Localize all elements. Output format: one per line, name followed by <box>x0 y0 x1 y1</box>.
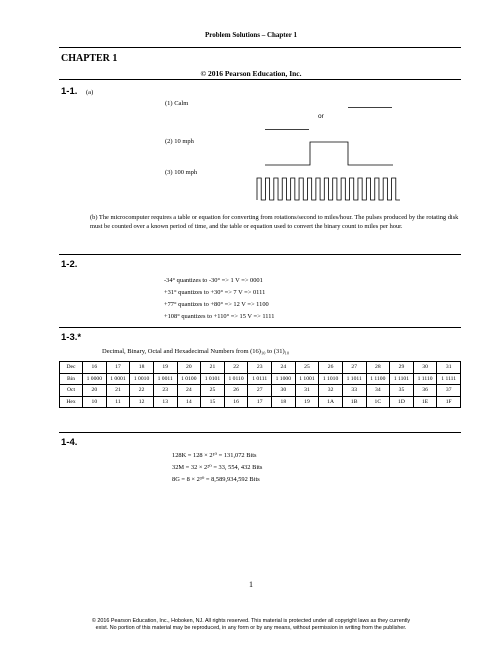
table-cell: 1B <box>342 396 366 408</box>
or-label: or <box>318 113 324 120</box>
table-cell: 30 <box>272 385 296 397</box>
table-cell: 11 <box>106 396 130 408</box>
table-cell: 18 <box>272 396 296 408</box>
table-cell: 1 0111 <box>248 373 272 385</box>
table-cell: 1C <box>366 396 390 408</box>
table-cell: 1D <box>390 396 414 408</box>
quantize-line: -34° quantizes to -30° => 1 V => 0001 <box>164 277 263 284</box>
legal-line-2: exist. No portion of this material may be reproduced, in any form or by any means, without permission in writing from the publisher. <box>95 625 407 631</box>
table-cell: 22 <box>224 362 248 374</box>
table-row <box>60 396 461 408</box>
table-cell: 1 1001 <box>295 373 319 385</box>
rule-1-4 <box>59 432 461 433</box>
legal-notice <box>0 618 502 632</box>
rule-1-2 <box>59 254 461 255</box>
table-cell: 17 <box>248 396 272 408</box>
table-cell: 20 <box>83 385 107 397</box>
problem-1-4-number: 1-4. <box>61 437 78 448</box>
rule-1-3 <box>59 327 461 328</box>
table-cell: 1 0011 <box>153 373 177 385</box>
bits-line: 32M = 32 × 2²⁰ = 33, 554, 432 Bits <box>172 464 263 471</box>
table-cell: 23 <box>153 385 177 397</box>
table-cell: 1 0001 <box>106 373 130 385</box>
table-cell: 1 1010 <box>319 373 343 385</box>
mph100-label: (3) 100 mph <box>165 169 198 176</box>
calm-label: (1) Calm <box>165 100 189 107</box>
table-cell: 25 <box>295 362 319 374</box>
table-cell: 21 <box>201 362 225 374</box>
problem-1-2-number: 1-2. <box>61 259 78 270</box>
table-cell: 37 <box>437 385 461 397</box>
table-cell: 1 1011 <box>342 373 366 385</box>
table-cell: 17 <box>106 362 130 374</box>
table-cell: 1 0110 <box>224 373 248 385</box>
running-header: Problem Solutions – Chapter 1 <box>205 31 297 39</box>
table-cell: 15 <box>201 396 225 408</box>
problem-1-1-number: 1-1. (a) <box>61 86 94 97</box>
table-cell: 1 1000 <box>272 373 296 385</box>
table-cell: 18 <box>130 362 154 374</box>
table-row <box>60 373 461 385</box>
table-cell: 31 <box>295 385 319 397</box>
table-cell: 34 <box>366 385 390 397</box>
table-cell: 22 <box>130 385 154 397</box>
table-cell: 14 <box>177 396 201 408</box>
table-cell: 27 <box>342 362 366 374</box>
row-header: Dec <box>60 362 83 374</box>
table-cell: 31 <box>437 362 461 374</box>
number-conversion-table <box>59 361 461 408</box>
table-cell: 1 1101 <box>390 373 414 385</box>
table-cell: 1A <box>319 396 343 408</box>
row-header: Oct <box>60 385 83 397</box>
copyright-line: © 2016 Pearson Education, Inc. <box>200 69 302 78</box>
table-cell: 26 <box>224 385 248 397</box>
table-cell: 24 <box>177 385 201 397</box>
table-cell: 13 <box>153 396 177 408</box>
table-cell: 16 <box>83 362 107 374</box>
table-cell: 19 <box>153 362 177 374</box>
table-cell: 19 <box>295 396 319 408</box>
table-cell: 1 1110 <box>413 373 437 385</box>
table-caption: Decimal, Binary, Octal and Hexadecimal Numbers from (16)₁₀ to (31)₁₀ <box>102 348 290 355</box>
table-cell: 33 <box>342 385 366 397</box>
table-cell: 36 <box>413 385 437 397</box>
rule-copyright <box>59 79 461 80</box>
table-cell: 29 <box>390 362 414 374</box>
table-cell: 26 <box>319 362 343 374</box>
row-header: Hex <box>60 396 83 408</box>
table-cell: 27 <box>248 385 272 397</box>
row-header: Bin <box>60 373 83 385</box>
table-cell: 1 0010 <box>130 373 154 385</box>
table-cell: 16 <box>224 396 248 408</box>
table-cell: 1 0100 <box>177 373 201 385</box>
chapter-title: CHAPTER 1 <box>61 53 118 64</box>
table-cell: 12 <box>130 396 154 408</box>
part-a-label: (a) <box>86 89 94 96</box>
table-cell: 30 <box>413 362 437 374</box>
quantize-line: +31° quantizes to +30° => 7 V => 0111 <box>164 289 266 296</box>
bits-line: 8G = 8 × 2³⁰ = 8,589,934,592 Bits <box>172 476 260 483</box>
table-cell: 1 0101 <box>201 373 225 385</box>
page-number: 1 <box>249 580 253 589</box>
problem-1-1-part-b: (b) The microcomputer requires a table or equation for converting from rotations/second to miles/hour. The pulses produced by the rotating disk must be counted over a known period of time, and the table or equation used to convert the binary count to miles per hour. <box>90 214 459 231</box>
table-cell: 1 1111 <box>437 373 461 385</box>
table-cell: 20 <box>177 362 201 374</box>
table-cell: 1F <box>437 396 461 408</box>
rule-top <box>59 47 461 48</box>
table-cell: 28 <box>366 362 390 374</box>
problem-1-3-number: 1-3.* <box>61 332 82 343</box>
table-row <box>60 362 461 374</box>
table-cell: 21 <box>106 385 130 397</box>
table-cell: 32 <box>319 385 343 397</box>
legal-line-1: © 2016 Pearson Education, Inc., Hoboken, NJ. All rights reserved. This material is protected under all copyright laws as they currently <box>91 618 411 624</box>
table-row <box>60 385 461 397</box>
table-cell: 10 <box>83 396 107 408</box>
quantize-line: +108° quantizes to +110° => 15 V => 1111 <box>164 313 275 320</box>
table-cell: 1E <box>413 396 437 408</box>
table-cell: 1 0000 <box>83 373 107 385</box>
table-cell: 35 <box>390 385 414 397</box>
table-cell: 25 <box>201 385 225 397</box>
table-cell: 1 1100 <box>366 373 390 385</box>
quantize-line: +77° quantizes to +80° => 12 V => 1100 <box>164 301 269 308</box>
mph10-label: (2) 10 mph <box>165 138 194 145</box>
bits-line: 128K = 128 × 2¹⁰ = 131,072 Bits <box>172 452 257 459</box>
table-cell: 24 <box>272 362 296 374</box>
table-cell: 23 <box>248 362 272 374</box>
